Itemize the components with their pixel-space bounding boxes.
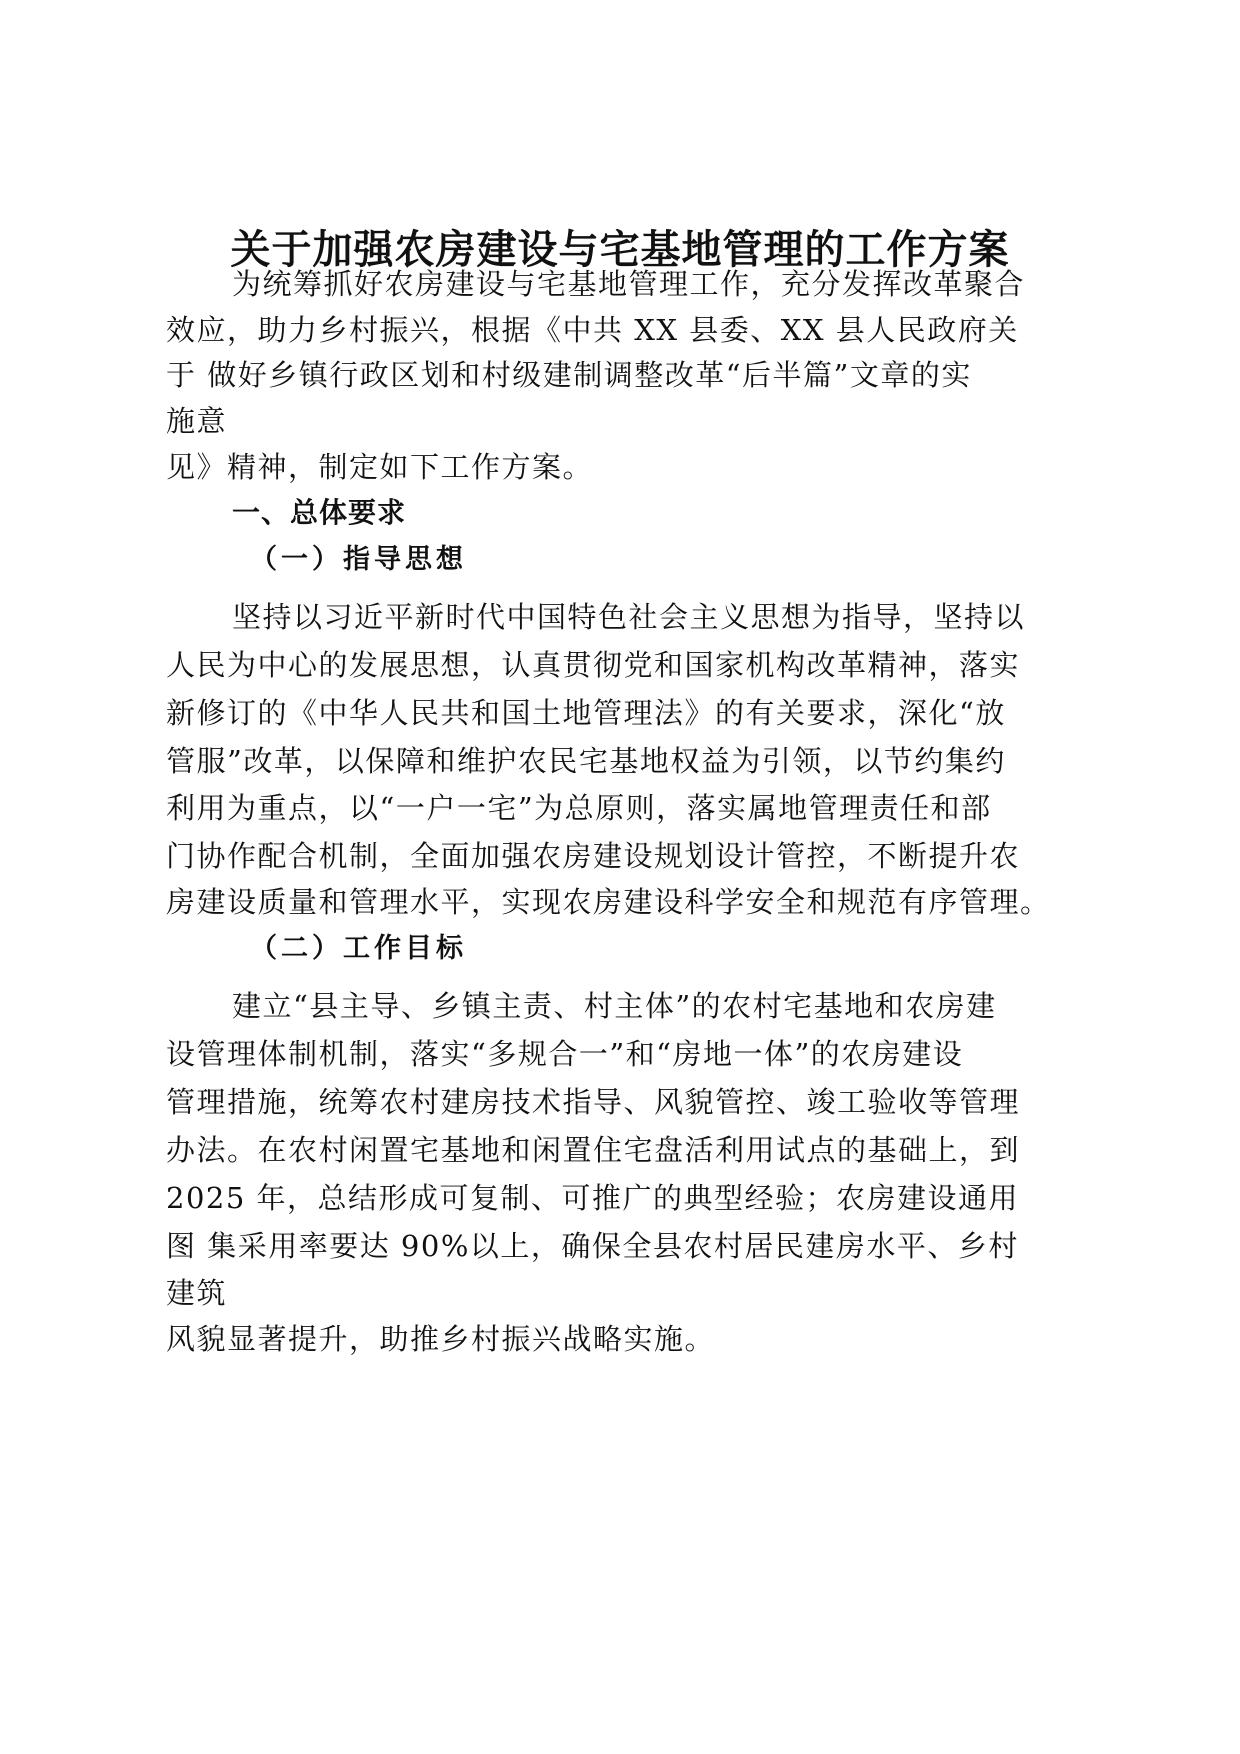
intro-line: 于 做好乡镇行政区划和村级建制调整改革“后半篇”文章的实 [166, 358, 972, 392]
paragraph-line: 管服”改革，以保障和维护农民宅基地权益为引领，以节约集约 [166, 744, 1006, 778]
intro-line: 施意 [166, 404, 228, 438]
paragraph-line: 2025 年，总结形成可复制、可推广的典型经验；农房建设通用 [166, 1181, 1020, 1215]
paragraph-line: 建立“县主导、乡镇主责、村主体”的农村宅基地和农房建 [232, 989, 997, 1023]
paragraph-line: 利用为重点，以“一户一宅”为总原则，落实属地管理责任和部 [166, 791, 992, 825]
paragraph-line: 图 集采用率要达 90%以上，确保全县农村居民建房水平、乡村 [166, 1229, 1019, 1263]
subsection-heading-guiding-ideology: （一）指导思想 [250, 544, 467, 575]
section-heading-general-requirements: 一、总体要求 [232, 496, 407, 529]
document-title: 关于加强农房建设与宅基地管理的工作方案 [230, 227, 1010, 273]
subsection-heading-work-goals: （二）工作目标 [250, 933, 467, 964]
paragraph-line: 房建设质量和管理水平，实现农房建设科学安全和规范有序管理。 [166, 885, 1051, 919]
paragraph-line: 建筑 [166, 1276, 228, 1310]
paragraph-line: 风貌显著提升，助推乡村振兴战略实施。 [166, 1322, 716, 1356]
intro-line: 见》精神，制定如下工作方案。 [166, 450, 594, 484]
paragraph-line: 设管理体制机制，落实“多规合一”和“房地一体”的农房建设 [166, 1037, 964, 1071]
paragraph-line: 人民为中心的发展思想，认真贯彻党和国家机构改革精神，落实 [166, 648, 1021, 682]
paragraph-line: 管理措施，统筹农村建房技术指导、风貌管控、竣工验收等管理 [166, 1085, 1021, 1119]
paragraph-line: 门协作配合机制，全面加强农房建设规划设计管控，不断提升农 [166, 839, 1021, 873]
paragraph-line: 办法。在农村闲置宅基地和闲置住宅盘活利用试点的基础上，到 [166, 1133, 1021, 1167]
paragraph-line: 坚持以习近平新时代中国特色社会主义思想为指导，坚持以 [232, 600, 1026, 634]
intro-line: 效应，助力乡村振兴，根据《中共 XX 县委、XX 县人民政府关 [166, 313, 1019, 347]
paragraph-line: 新修订的《中华人民共和国土地管理法》的有关要求，深化“放 [166, 696, 1006, 730]
intro-line: 为统筹抓好农房建设与宅基地管理工作，充分发挥改革聚合 [232, 267, 1026, 301]
